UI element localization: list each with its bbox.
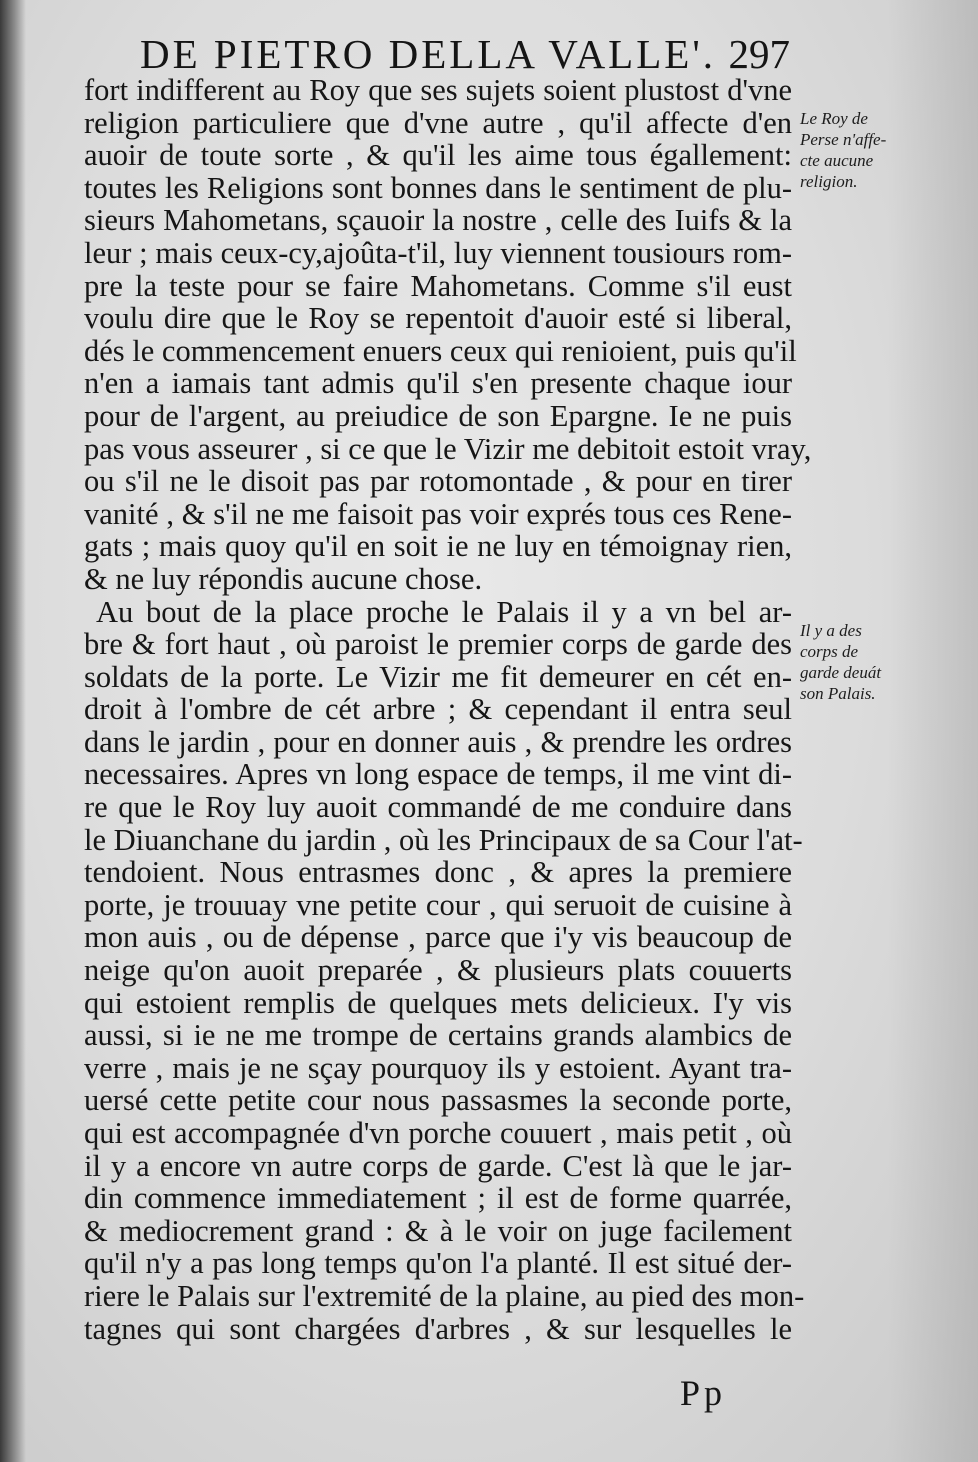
- text-line: qu'il n'y a pas long temps qu'on l'a planté. Il est situé der-: [84, 1246, 792, 1281]
- text-line: le Diuanchane du jardin , où les Principaux de sa Cour l'at-: [84, 822, 803, 857]
- text-line: il y a encore vn autre corps de garde. C'est là que le jar-: [84, 1148, 792, 1183]
- text-line: neige qu'on auoit preparée , & plusieurs plats couuerts: [84, 953, 792, 988]
- text-line: vanité , & s'il ne me faisoit pas voir exprés tous ces Rene-: [84, 496, 792, 531]
- text-line: fort indifferent au Roy que ses sujets soient plustost d'vne: [84, 73, 792, 107]
- text-line: voulu dire que le Roy se repentoit d'auoir esté si liberal,: [84, 301, 792, 336]
- text-line: pas vous asseurer , si ce que le Vizir me debitoit estoit vray,: [84, 431, 812, 466]
- text-line: pre la teste pour se faire Mahometans. Comme s'il eust: [84, 268, 792, 303]
- text-line: dans le jardin , pour en donner auis , & prendre les ordres: [84, 724, 792, 759]
- text-line: bre & fort haut , où paroist le premier corps de garde des: [84, 627, 792, 662]
- text-line: uersé cette petite cour nous passasmes la seconde porte,: [84, 1083, 792, 1118]
- text-line: leur ; mais ceux-cy,ajoûta-t'il, luy viennent tousiours rom-: [84, 235, 792, 270]
- text-line: pour de l'argent, au preiudice de son Epargne. Ie ne puis: [84, 398, 792, 433]
- text-line: qui est accompagnée d'vn porche couuert , mais petit , où: [84, 1116, 792, 1150]
- margin-note-line: religion.: [800, 172, 858, 191]
- margin-note-line: corps de: [800, 642, 859, 661]
- text-line: soldats de la porte. Le Vizir me fit demeurer en cét en-: [84, 659, 792, 694]
- text-line: mon auis , ou de dépense , parce que i'y vis beaucoup de: [84, 920, 792, 955]
- text-line: & ne luy répondis aucune chose.: [84, 561, 483, 596]
- paragraph-first-line: Au bout de la place proche le Palais il y a vn bel ar-: [96, 594, 792, 629]
- page-number: 297: [728, 31, 790, 77]
- text-line: tagnes qui sont chargées d'arbres , & sur lesquelles le: [84, 1311, 792, 1346]
- text-line: necessaires. Apres vn long espace de temps, il me vint di-: [84, 757, 792, 792]
- margin-note-line: cte aucune: [800, 151, 874, 170]
- running-title: DE PIETRO DELLA VALLE'.: [140, 31, 716, 77]
- page-edge-shading: [888, 0, 978, 1462]
- text-line: verre , mais je ne sçay pourquoy ils y estoient. Ayant tra-: [84, 1050, 792, 1085]
- text-line: n'en a iamais tant admis qu'il s'en presente chaque iour: [84, 366, 792, 401]
- text-line: religion particuliere que d'vne autre , qu'il affecte d'en: [84, 105, 792, 140]
- text-line: re que le Roy luy auoit commandé de me conduire dans: [84, 790, 792, 825]
- margin-note-line: son Palais.: [800, 684, 876, 703]
- text-line: dés le commencement enuers ceux qui renioient, puis qu'il: [84, 333, 797, 368]
- text-line: tendoient. Nous entrasmes donc , & apres la premiere: [84, 855, 792, 890]
- body-text: [84, 73, 812, 1346]
- margin-note-line: Perse n'affe-: [800, 130, 887, 149]
- margin-note-religion: [800, 108, 912, 192]
- margin-note-line: garde deuát: [800, 663, 882, 682]
- text-line: toutes les Religions sont bonnes dans le sentiment de plu-: [84, 170, 792, 205]
- text-line: porte, je trouuay vne petite cour , qui seruoit de cuisine à: [84, 887, 792, 922]
- text-line: & mediocrement grand : & à le voir on juge facilement: [84, 1213, 792, 1248]
- text-line: qui estoient remplis de quelques mets delicieux. I'y vis: [84, 985, 792, 1020]
- margin-note-line: Il y a des: [800, 621, 862, 640]
- text-line: aussi, si ie ne me trompe de certains grands alambics de: [84, 1018, 792, 1053]
- text-line: gats ; mais quoy qu'il en soit ie ne luy en témoignay rien,: [84, 529, 792, 564]
- text-line: auoir de toute sorte , & qu'il les aime tous égallement:: [84, 138, 792, 173]
- signature-mark: Pp: [680, 1373, 727, 1413]
- text-line: riere le Palais sur l'extremité de la plaine, au pied des mon-: [84, 1278, 805, 1313]
- text-line: din commence immediatement ; il est de forme quarrée,: [84, 1181, 792, 1216]
- text-line: sieurs Mahometans, sçauoir la nostre , celle des Iuifs & la: [84, 203, 792, 238]
- binding-shadow: [0, 0, 26, 1462]
- margin-note-guard: [800, 620, 912, 704]
- text-line: ou s'il ne le disoit pas par rotomontade , & pour en tirer: [84, 464, 792, 499]
- text-line: droit à l'ombre de cét arbre ; & cependant il entra seul: [84, 692, 792, 727]
- margin-note-line: Le Roy de: [800, 109, 868, 128]
